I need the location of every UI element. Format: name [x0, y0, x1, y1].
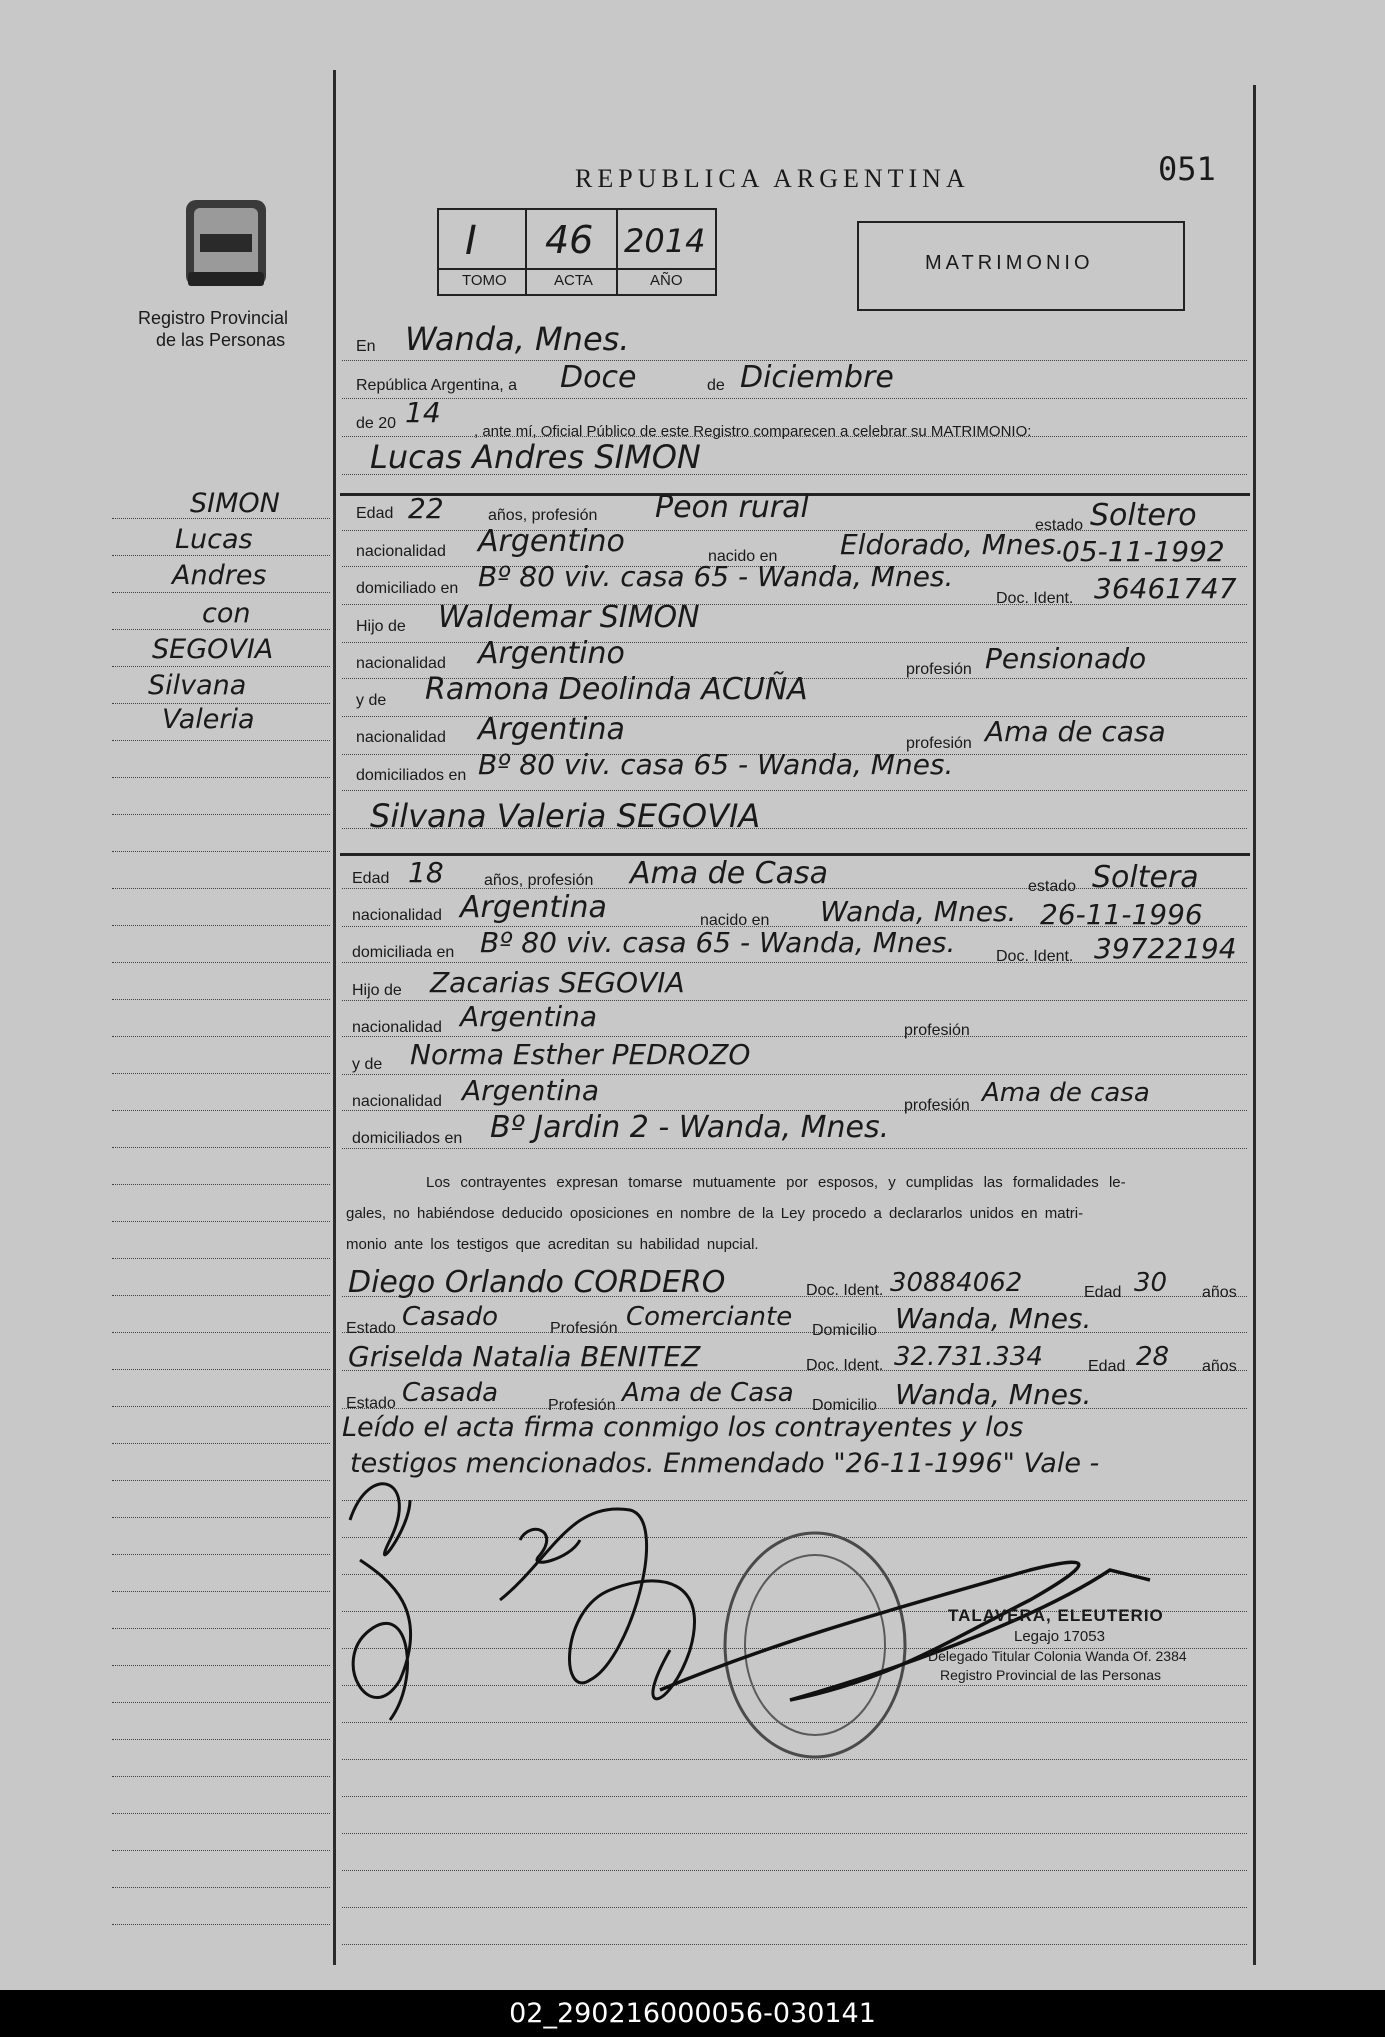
margin-ruling-line: [112, 555, 330, 556]
body-ruling-line: [342, 1332, 1247, 1333]
document-title: MATRIMONIO: [925, 252, 1094, 274]
margin-ruling-line: [112, 1887, 330, 1888]
acta-label: ACTA: [554, 272, 593, 289]
groom-mother-profession: Ama de casa: [985, 715, 1166, 748]
margin-ruling-line: [112, 1554, 330, 1555]
body-ruling-line: [342, 1036, 1247, 1037]
margin-ruling-line: [112, 1184, 330, 1185]
groom-parent-label: Hijo de: [356, 618, 406, 635]
bride-father-profession-label: profesión: [904, 1022, 970, 1039]
margin-ruling-line: [112, 1628, 330, 1629]
witness1-years-label: años: [1202, 1284, 1237, 1301]
closing-line-1: Leído el acta firma conmigo los contrayentes y los: [342, 1412, 1024, 1443]
groom-parents-domicile: Bº 80 viv. casa 65 - Wanda, Mnes.: [478, 748, 954, 781]
body-ruling-line: [342, 1870, 1247, 1871]
margin-ruling-line: [112, 925, 330, 926]
bride-father-nationality: Argentina: [460, 1000, 598, 1033]
witness2-years-label: años: [1202, 1358, 1237, 1375]
margin-ruling-line: [112, 1776, 330, 1777]
bride-profession-label: años, profesión: [484, 872, 594, 889]
bride-parent-label: Hijo de: [352, 982, 402, 999]
groom-nationality: Argentino: [478, 524, 625, 559]
margin-ruling-line: [112, 1406, 330, 1407]
margin-ruling-line: [112, 1110, 330, 1111]
margin-ruling-line: [112, 703, 330, 704]
place-value: Wanda, Mnes.: [405, 320, 630, 358]
witness1-domicile-label: Domicilio: [812, 1322, 877, 1339]
stamp-name: TALAVERA, ELEUTERIO: [948, 1606, 1164, 1625]
date-label: República Argentina, a: [356, 377, 517, 394]
bride-mother-label: y de: [352, 1056, 383, 1073]
margin-ruling-line: [112, 1221, 330, 1222]
bride-name: Silvana Valeria SEGOVIA: [370, 797, 761, 835]
witness2-estado-label: Estado: [346, 1395, 396, 1412]
groom-mother: Ramona Deolinda ACUÑA: [425, 672, 808, 707]
signature-groom-icon: [350, 1484, 411, 1720]
witness1-name: Diego Orlando CORDERO: [348, 1265, 726, 1300]
tomo-value: I: [465, 218, 477, 264]
witness2-domicile: Wanda, Mnes.: [895, 1378, 1092, 1411]
witness1-age-label: Edad: [1084, 1284, 1122, 1301]
witness1-estado: Casado: [402, 1302, 498, 1332]
margin-ruling-line: [112, 1480, 330, 1481]
date-de-label: de: [707, 377, 725, 394]
groom-father-nationality-label: nacionalidad: [356, 655, 446, 672]
groom-parents-domicile-label: domiciliados en: [356, 767, 467, 784]
stamp-office: Delegado Titular Colonia Wanda Of. 2384: [928, 1648, 1187, 1664]
signature-bride-icon: [520, 1529, 580, 1562]
groom-age: 22: [408, 492, 444, 525]
bride-profession: Ama de Casa: [630, 856, 829, 891]
witness2-age: 28: [1136, 1342, 1170, 1372]
groom-domicile: Bº 80 viv. casa 65 - Wanda, Mnes.: [478, 560, 954, 593]
country-heading: REPUBLICA ARGENTINA: [575, 164, 970, 193]
witness2-doc: 32.731.334: [894, 1342, 1043, 1372]
margin-ruling-line: [112, 666, 330, 667]
margin-note-bride-first: Silvana: [148, 670, 247, 701]
body-ruling-line: [342, 1408, 1247, 1409]
margin-note-first: Lucas: [175, 524, 253, 555]
groom-estado-label: estado: [1035, 517, 1084, 534]
groom-name: Lucas Andres SIMON: [370, 438, 701, 476]
margin-note-second: Andres: [172, 560, 267, 591]
bride-doc: 39722194: [1094, 932, 1237, 965]
margin-ruling-line: [112, 518, 330, 519]
bride-domicile-label: domiciliada en: [352, 944, 455, 961]
groom-father-profession-label: profesión: [906, 661, 972, 678]
margin-ruling-line: [112, 1924, 330, 1925]
margin-ruling-line: [112, 814, 330, 815]
witness2-name: Griselda Natalia BENITEZ: [348, 1340, 701, 1373]
witness2-estado: Casada: [402, 1378, 499, 1408]
bride-nationality: Argentina: [460, 890, 607, 925]
margin-ruling-line: [112, 888, 330, 889]
margin-ruling-line: [112, 1850, 330, 1851]
margin-ruling-line: [112, 1443, 330, 1444]
page-number: 051: [1158, 150, 1216, 188]
registry-name-line2: de las Personas: [156, 330, 286, 350]
groom-profession: Peon rural: [655, 490, 809, 525]
official-seal-icon: [725, 1533, 905, 1757]
witness2-profession: Ama de Casa: [622, 1378, 794, 1408]
year-prefix: de 20: [356, 415, 397, 432]
tomo-label: TOMO: [462, 272, 507, 289]
provincial-seal-icon: [178, 196, 274, 296]
bride-mother-nationality: Argentina: [462, 1074, 600, 1107]
body-ruling-line: [342, 1796, 1247, 1797]
place-label: En: [356, 338, 376, 355]
groom-birthdate: 05-11-1992: [1062, 535, 1225, 568]
body-ruling-line: [342, 398, 1247, 399]
groom-father-nationality: Argentino: [478, 636, 625, 671]
bride-mother-profession-label: profesión: [904, 1097, 970, 1114]
groom-doc: 36461747: [1094, 572, 1237, 605]
body-ruling-line: [342, 1148, 1247, 1149]
groom-mother-label: y de: [356, 692, 387, 709]
groom-profession-label: años, profesión: [488, 507, 598, 524]
bride-birthdate: 26-11-1996: [1040, 898, 1203, 931]
bride-mother: Norma Esther PEDROZO: [410, 1038, 751, 1071]
margin-ruling-line: [112, 1295, 330, 1296]
margin-ruling-line: [112, 1517, 330, 1518]
bride-father: Zacarias SEGOVIA: [430, 966, 685, 999]
groom-estado: Soltero: [1090, 498, 1197, 533]
bride-estado-label: estado: [1028, 878, 1077, 895]
body-ruling-line: [342, 1907, 1247, 1908]
witness2-profession-label: Profesión: [548, 1397, 616, 1414]
margin-ruling-line: [112, 851, 330, 852]
registry-name-line1: Registro Provincial: [138, 308, 289, 328]
bride-birthplace: Wanda, Mnes.: [820, 895, 1017, 928]
groom-birthplace-label: nacido en: [708, 548, 778, 565]
right-margin-rule: [1253, 85, 1256, 1965]
anio-value: 2014: [624, 222, 706, 260]
anio-label: AÑO: [650, 272, 683, 289]
declaration-line-3: monio ante los testigos que acreditan su habilidad nupcial.: [346, 1236, 759, 1253]
margin-ruling-line: [112, 1813, 330, 1814]
bride-nationality-label: nacionalidad: [352, 907, 442, 924]
margin-ruling-line: [112, 1591, 330, 1592]
witness1-domicile: Wanda, Mnes.: [895, 1302, 1092, 1335]
year-suffix: 14: [405, 396, 441, 429]
margin-note-bride-second: Valeria: [162, 704, 255, 735]
groom-age-label: Edad: [356, 505, 394, 522]
groom-nationality-label: nacionalidad: [356, 543, 446, 560]
margin-ruling-line: [112, 1332, 330, 1333]
margin-ruling-line: [112, 962, 330, 963]
bride-father-nationality-label: nacionalidad: [352, 1019, 442, 1036]
groom-father-profession: Pensionado: [985, 642, 1147, 675]
bride-age: 18: [408, 856, 444, 889]
margin-ruling-line: [112, 592, 330, 593]
closing-line-2: testigos mencionados. Enmendado "26-11-1996" Vale -: [350, 1448, 1100, 1479]
bride-estado: Soltera: [1092, 860, 1199, 895]
witness1-doc: 30884062: [890, 1268, 1023, 1298]
comparecen-text: , ante mí, Oficial Público de este Registro comparecen a celebrar su MATRIMONIO:: [474, 423, 1032, 440]
margin-ruling-line: [112, 1369, 330, 1370]
margin-ruling-line: [112, 1702, 330, 1703]
acta-value: 46: [545, 218, 594, 262]
bride-parents-domicile-label: domiciliados en: [352, 1130, 463, 1147]
margin-ruling-line: [112, 629, 330, 630]
bride-age-label: Edad: [352, 870, 390, 887]
bride-doc-label: Doc. Ident.: [996, 948, 1074, 965]
body-ruling-line: [342, 790, 1247, 791]
groom-father: Waldemar SIMON: [438, 600, 700, 635]
margin-ruling-line: [112, 1036, 330, 1037]
witness2-domicile-label: Domicilio: [812, 1397, 877, 1414]
body-ruling-line: [342, 1944, 1247, 1945]
margin-ruling-line: [112, 740, 330, 741]
witness1-profession: Comerciante: [626, 1302, 793, 1332]
margin-ruling-line: [112, 1147, 330, 1148]
bride-mother-nationality-label: nacionalidad: [352, 1093, 442, 1110]
witness2-doc-label: Doc. Ident.: [806, 1357, 884, 1374]
date-month: Diciembre: [740, 360, 894, 395]
groom-mother-profession-label: profesión: [906, 735, 972, 752]
bride-mother-profession: Ama de casa: [982, 1078, 1150, 1108]
body-ruling-line: [342, 1833, 1247, 1834]
signature-witness-icon: [500, 1509, 695, 1699]
groom-doc-label: Doc. Ident.: [996, 590, 1074, 607]
margin-ruling-line: [112, 1073, 330, 1074]
declaration-line-2: gales, no habiéndose deducido oposiciones en nombre de la Ley procedo a declararlos unidos en matri-: [346, 1205, 1084, 1222]
groom-birthplace: Eldorado, Mnes.: [840, 528, 1065, 561]
groom-mother-nationality-label: nacionalidad: [356, 729, 446, 746]
witness1-profession-label: Profesión: [550, 1320, 618, 1337]
witness1-age: 30: [1134, 1268, 1168, 1298]
bride-birthplace-label: nacido en: [700, 912, 770, 929]
margin-ruling-line: [112, 999, 330, 1000]
margin-note-surname: SIMON: [190, 488, 280, 519]
witness2-age-label: Edad: [1088, 1358, 1126, 1375]
bride-parents-domicile: Bº Jardin 2 - Wanda, Mnes.: [490, 1110, 890, 1145]
margin-ruling-line: [112, 1258, 330, 1259]
declaration-line-1: Los contrayentes expresan tomarse mutuamente por esposos, y cumplidas las formalidades le-: [426, 1174, 1126, 1191]
groom-domicile-label: domiciliado en: [356, 580, 459, 597]
witness1-estado-label: Estado: [346, 1320, 396, 1337]
stamp-legajo: Legajo 17053: [1014, 1628, 1105, 1645]
groom-mother-nationality: Argentina: [478, 712, 625, 747]
margin-ruling-line: [112, 1665, 330, 1666]
margin-note-bride-surname: SEGOVIA: [152, 634, 274, 665]
document-id-footer: 02_290216000056-030141: [0, 1990, 1385, 2037]
margin-note-con: con: [202, 598, 251, 629]
stamp-registry: Registro Provincial de las Personas: [940, 1667, 1161, 1683]
bride-domicile: Bº 80 viv. casa 65 - Wanda, Mnes.: [480, 926, 956, 959]
margin-ruling-line: [112, 1739, 330, 1740]
date-day: Doce: [560, 360, 637, 395]
witness1-doc-label: Doc. Ident.: [806, 1282, 884, 1299]
margin-ruling-line: [112, 777, 330, 778]
